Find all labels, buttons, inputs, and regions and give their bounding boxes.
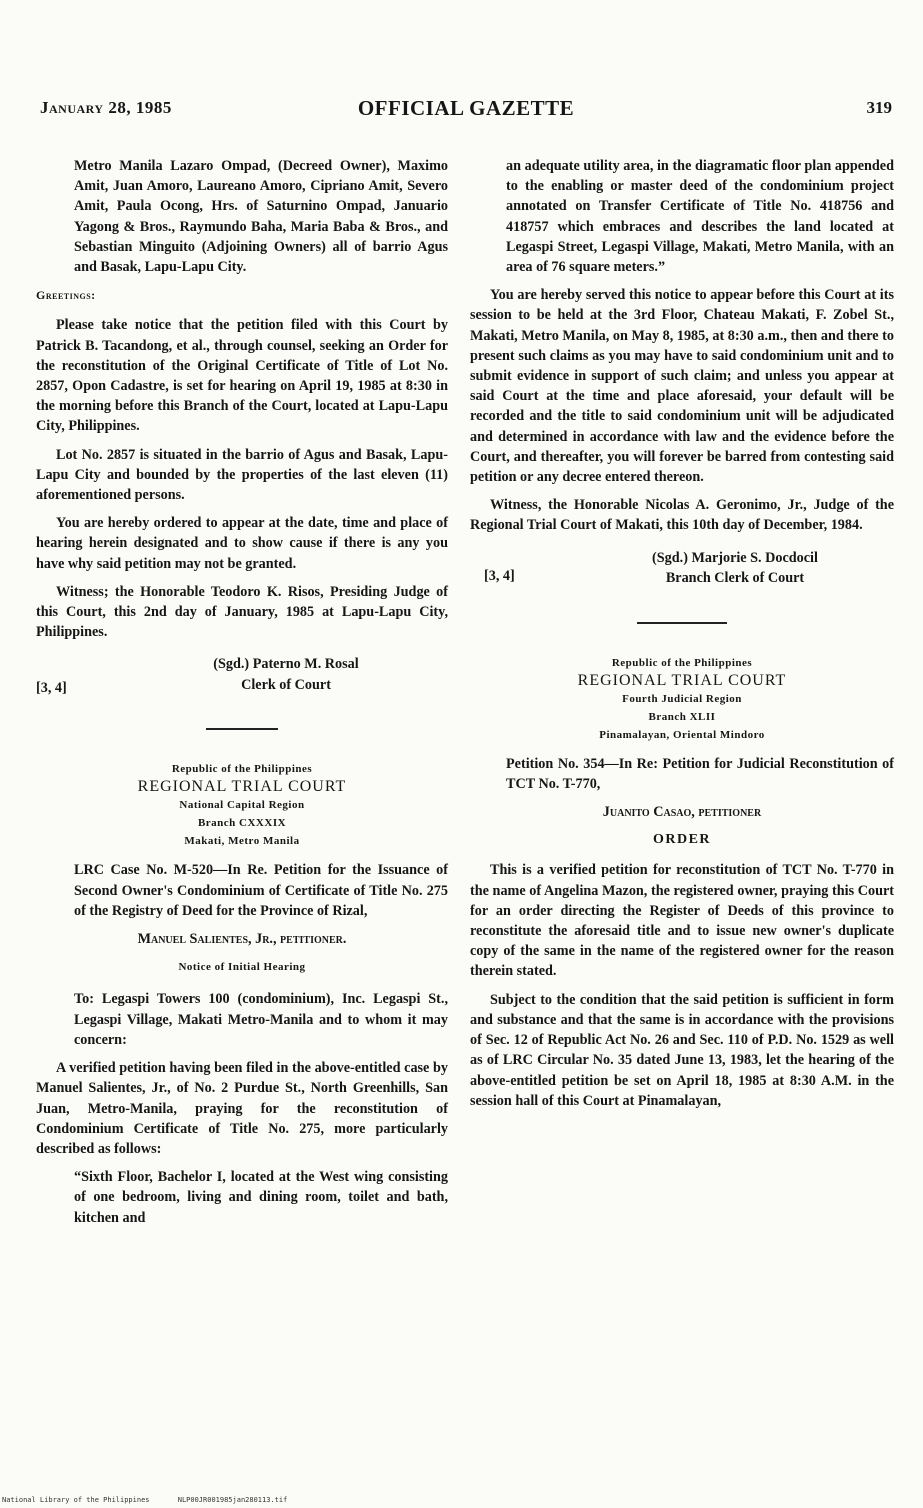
place-line: Makati, Metro Manila: [184, 835, 300, 848]
section-divider-2: [637, 622, 727, 624]
region-line-2: Fourth Judicial Region: [622, 692, 742, 705]
addressees-paragraph: Metro Manila Lazaro Ompad, (Decreed Owner), Maximo Amit, Juan Amoro, Laureano Amoro, Cipriano Amit, Severo Amit, Paula Ocong, Hrs. of Saturnino Ompad, Januario Yagong & Bros., Raymundo Baha, Maria Baba & Bros., and Sebastian Minguito (Adjoining Owners) all of barrio Agus and Basak, Lapu-Lapu City.: [74, 158, 448, 276]
signatory-title: Clerk of Court: [241, 676, 331, 693]
branch-line-2: Branch XLII: [648, 710, 716, 723]
region-line: National Capital Region: [179, 799, 305, 812]
notice-paragraph: Please take notice that the petition filed with this Court by Patrick B. Tacandong, et al., through counsel, seeking an Order for the reconstitution of the Original Certificate of Title of Lot No. 2857, Opon Cadastre, is set for hearing on April 19, 1985 at 8:30 in the morning before this Branch of the Court, located at Lapu-Lapu City, Philippines.: [36, 317, 448, 435]
signatory-name: (Sgd.) Paterno M. Rosal: [213, 656, 359, 673]
republic-line-2: Republic of the Philippines: [611, 656, 753, 669]
scan-footer: [2, 1496, 311, 1504]
addressee-paragraph: To: Legaspi Towers 100 (condominium), Inc. Legaspi St., Legaspi Village, Makati Metro-Manila and to whom it may concern:: [74, 991, 448, 1048]
page-number: 319: [866, 98, 892, 117]
page-header: [40, 98, 892, 124]
petition-paragraph: A verified petition having been filed in the above-entitled case by Manuel Salientes, Jr., of No. 2 Purdue St., North Greenhills, San Juan, Metro-Manila, praying for the reconstitution of Condominium Certificate of Title No. 275, more particularly described as follows:: [36, 1060, 448, 1157]
scan-filename: NLP00JR001985jan280113.tif: [177, 1496, 288, 1504]
section-divider: [206, 728, 278, 730]
order-paragraph: This is a verified petition for reconstitution of TCT No. T-770 in the name of Angelina Mazon, the registered owner, praying this Court for an order directing the Register of Deeds of this province to reconstitute the aforesaid title and to issue new owner's duplicate copy of the same in the name of the registered owner for the reason therein stated.: [470, 862, 894, 980]
lot-description-paragraph: Lot No. 2857 is situated in the barrio of Agus and Basak, Lapu-Lapu City and bounded by the properties of the last eleven (11) aforementioned persons.: [36, 446, 448, 504]
court-name-2: REGIONAL TRIAL COURT: [577, 671, 787, 689]
signature-block: [36, 654, 448, 702]
left-column: [36, 156, 448, 1236]
petitioner-line: Manuel Salientes, Jr., petitioner.: [137, 931, 347, 948]
signature-block-2: [470, 548, 894, 596]
case-caption: LRC Case No. M-520—In Re. Petition for the Issuance of Second Owner's Condominium of Certificate of Title No. 275 of the Registry of Deed for the Province of Rizal,: [74, 862, 448, 919]
property-description-quote: “Sixth Floor, Bachelor I, located at the West wing consisting of one bedroom, living and dining room, toilet and bath, kitchen and: [74, 1169, 448, 1226]
petition-caption: Petition No. 354—In Re: Petition for Judicial Reconstitution of TCT No. T-770,: [506, 755, 894, 792]
issue-reference-2: [3, 4]: [484, 567, 515, 584]
greetings-heading: Greetings:: [36, 288, 96, 303]
right-column: [470, 156, 894, 1119]
property-description-continued: an adequate utility area, in the diagramatic floor plan appended to the enabling or master deed of the condominium project annotated on Transfer Certificate of Title No. 418756 and 418757 which embraces and describes the land located at Legaspi Street, Legaspi Village, Makati, Metro Manila, with an area of 76 square meters.”: [506, 158, 894, 276]
court-name: REGIONAL TRIAL COURT: [137, 778, 347, 796]
signatory-name-2: (Sgd.) Marjorie S. Docdocil: [652, 549, 818, 566]
republic-line: Republic of the Philippines: [171, 763, 313, 776]
publication-title: OFFICIAL GAZETTE: [357, 96, 575, 120]
hearing-schedule-paragraph: Subject to the condition that the said petition is sufficient in form and substance and that the same is in accordance with the provisions of Sec. 12 of Republic Act No. 26 and Sec. 110 of P.D. No. 1529 as well as of LRC Circular No. 35 dated June 13, 1983, let the hearing of the above-entitled petition be set on April 18, 1985 at 8:30 A.M. in the session hall of this Court at Pinamalayan,: [470, 991, 894, 1109]
branch-line: Branch CXXXIX: [197, 817, 287, 830]
issue-date: January 28, 1985: [40, 98, 172, 117]
served-notice-paragraph: You are hereby served this notice to appear before this Court at its session to be held at the 3rd Floor, Chateau Makati, F. Zobel St., Makati, Metro Manila, on May 8, 1985, at 8:30 a.m., then and there to present such claims as you may have to said condominium unit and to submit evidence in support of such claim; and unless you appear at said Court at the time and place aforesaid, your default will be recorded and the title to said condominium unit will be adjudicated and determined in accordance with law and the evidence before the Court, and thereafter, you will forever be barred from contesting said petition or any decree entered thereon.: [470, 287, 894, 486]
petitioner-line-2: Juanito Casao, petitioner: [602, 804, 762, 821]
library-credit: National Library of the Philippines: [2, 1496, 150, 1504]
witness-paragraph-2: Witness, the Honorable Nicolas A. Geronimo, Jr., Judge of the Regional Trial Court of Makati, this 10th day of December, 1984.: [470, 497, 894, 534]
notice-heading: Notice of Initial Hearing: [178, 961, 306, 974]
order-heading: ORDER: [652, 832, 712, 848]
order-to-appear-paragraph: You are hereby ordered to appear at the date, time and place of hearing herein designated and to show cause if there is any you have why said petition may not be granted.: [36, 515, 448, 572]
court-heading: [36, 760, 448, 850]
signatory-title-2: Branch Clerk of Court: [665, 569, 805, 586]
witness-paragraph: Witness; the Honorable Teodoro K. Risos, Presiding Judge of this Court, this 2nd day of January, 1985 at Lapu-Lapu City, Philippines.: [36, 583, 448, 641]
court-heading-2: [470, 654, 894, 744]
place-line-2: Pinamalayan, Oriental Mindoro: [599, 728, 765, 741]
issue-reference: [3, 4]: [36, 680, 67, 697]
